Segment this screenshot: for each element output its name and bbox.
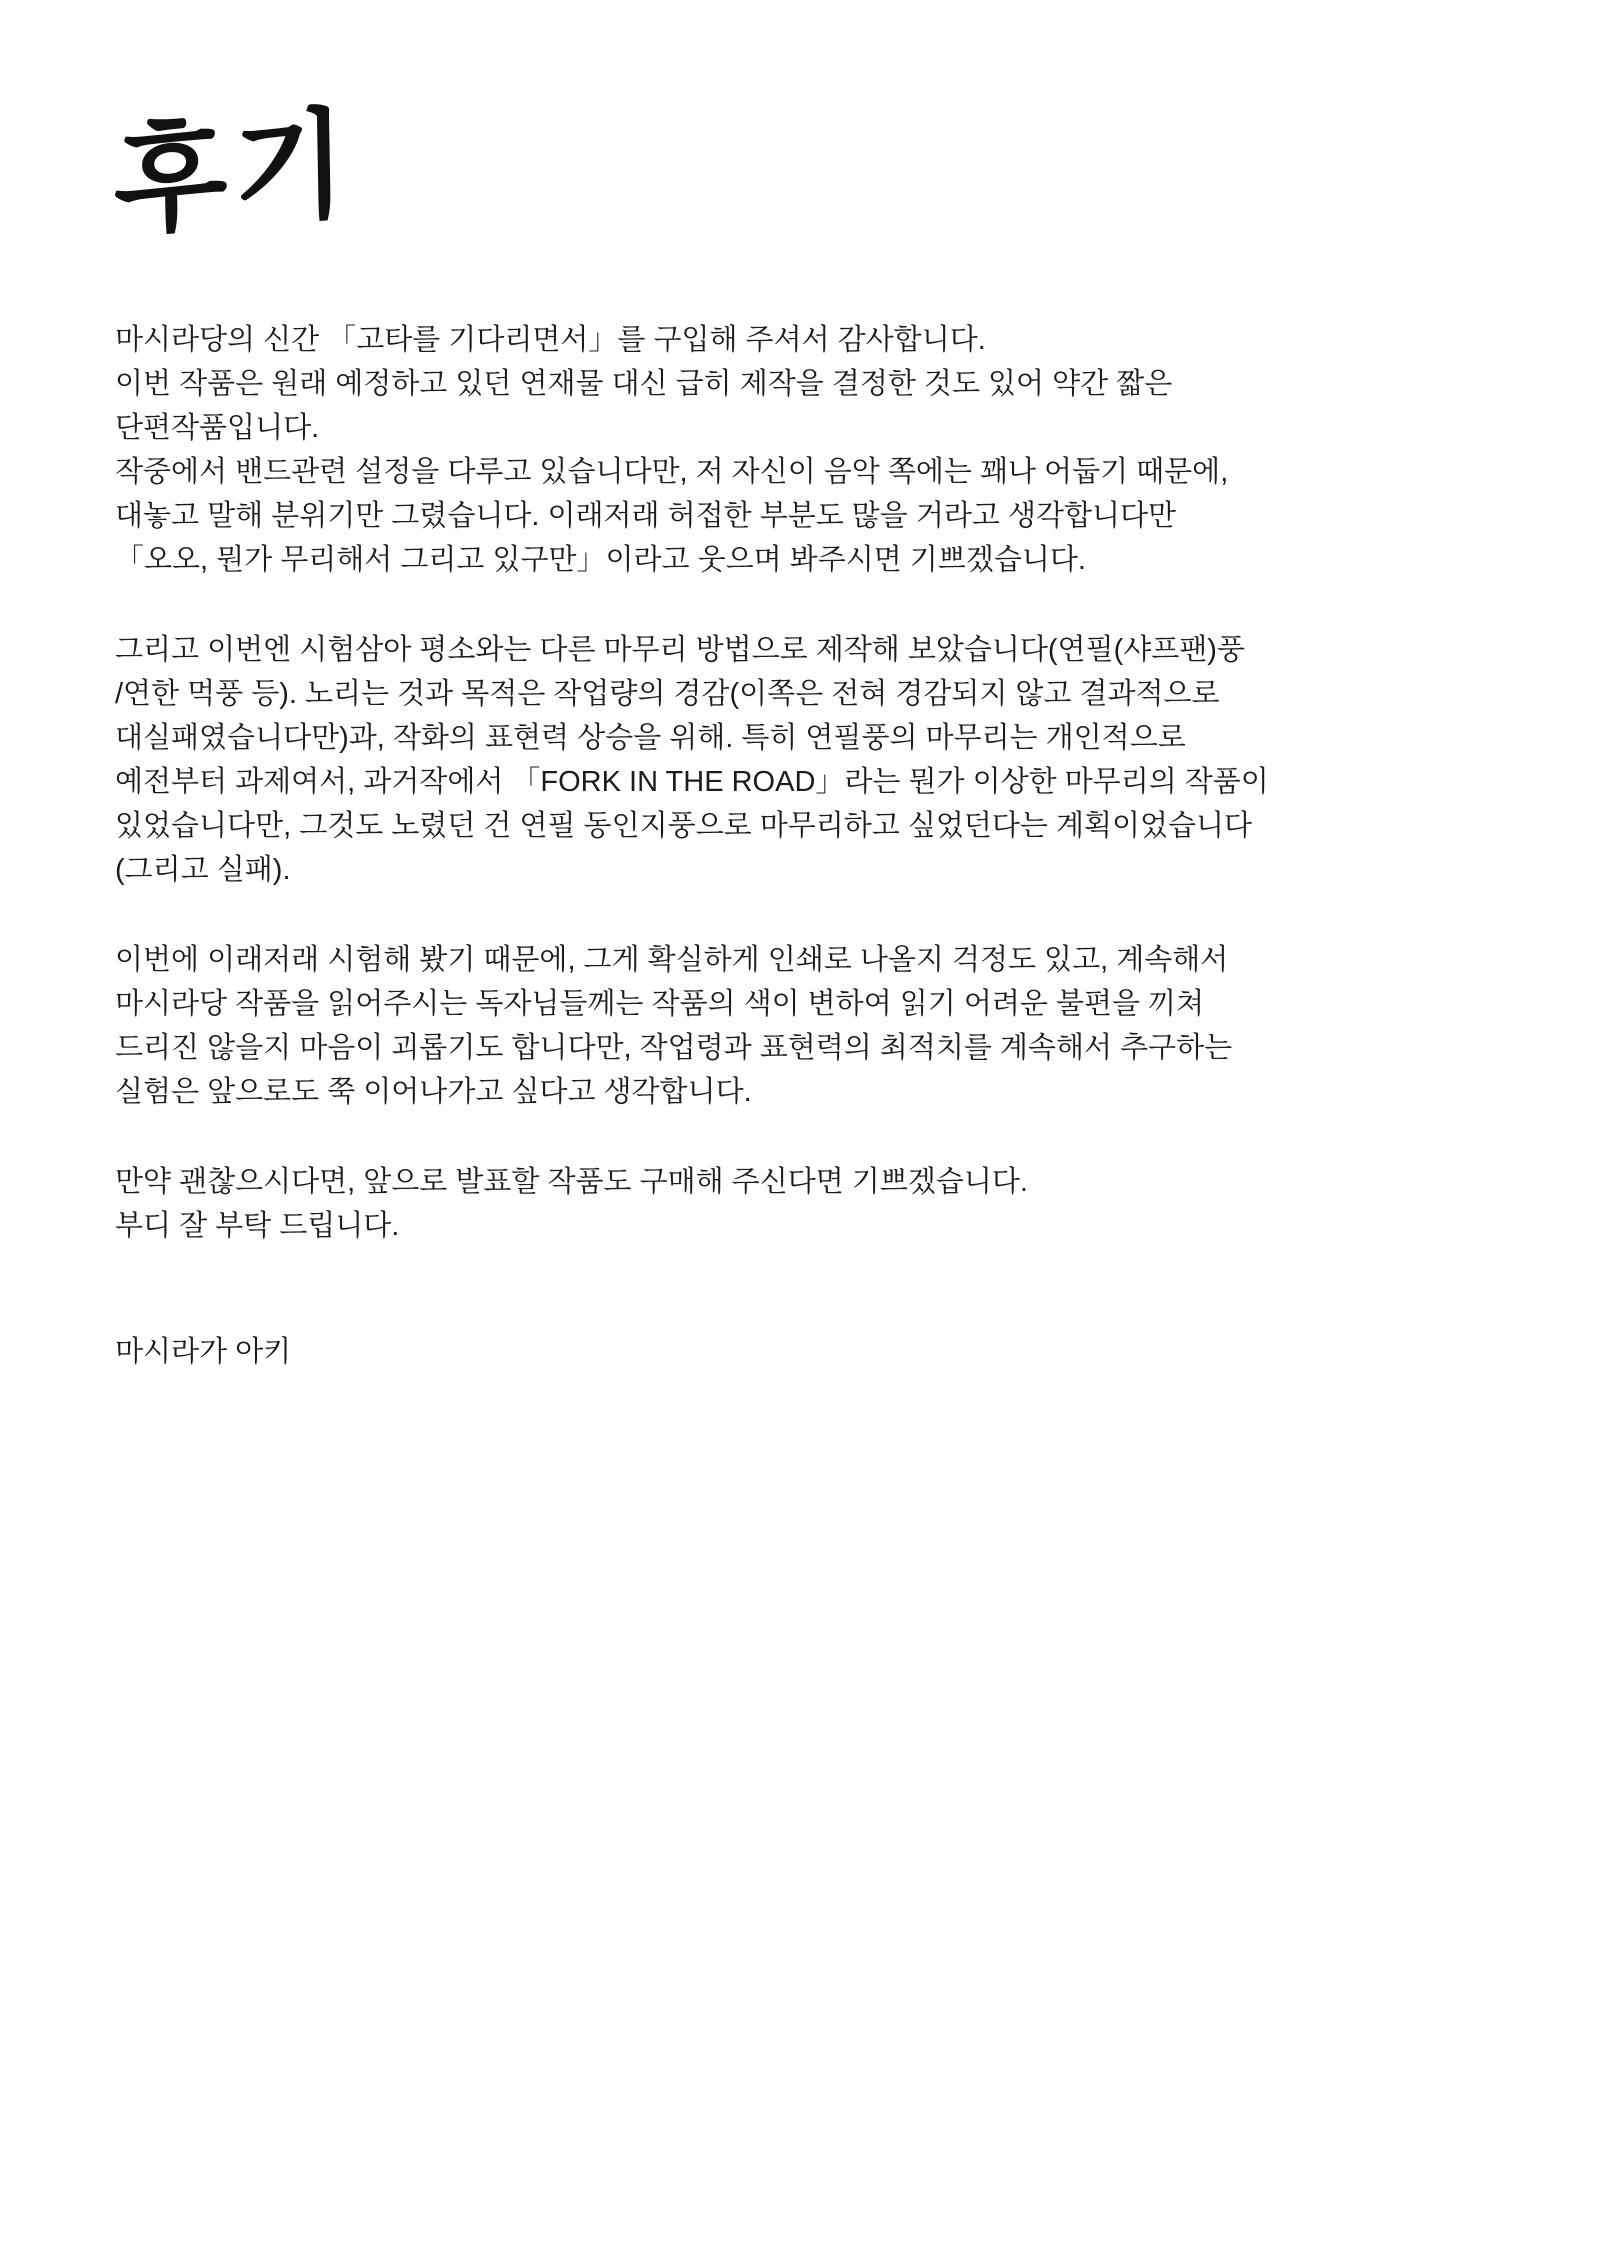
text-line: 이번에 이래저래 시험해 봤기 때문에, 그게 확실하게 인쇄로 나올지 걱정도 있고, 계속해서 [115,944,1229,976]
text-line: 드리진 않을지 마음이 괴롭기도 합니다만, 작업령과 표현력의 최적치를 계속해서 추구하는 [115,1032,1233,1064]
text-line: 있었습니다만, 그것도 노렸던 건 연필 동인지풍으로 마무리하고 싶었던다는 계획이었습니다 [115,810,1253,842]
page-title: 후기 [112,93,354,253]
text-line: 「오오, 뭔가 무리해서 그리고 있구만」이라고 웃으며 봐주시면 기쁘겠습니다. [115,544,1086,576]
text-line: (그리고 실패). [115,854,291,886]
text-line: 실험은 앞으로도 쭉 이어나가고 싶다고 생각합니다. [115,1076,752,1108]
text-line: 대실패였습니다만)과, 작화의 표현력 상승을 위해. 특히 연필풍의 마무리는 개인적으로 [115,722,1186,754]
paragraph-4 [115,1160,1225,1248]
afterword-body [115,318,1269,1374]
text-line: 부디 잘 부탁 드립니다. [115,1210,400,1242]
text-line: 예전부터 과제여서, 과거작에서 「FORK IN THE ROAD」라는 뭔가 이상한 마무리의 작품이 [115,766,1269,798]
author-signature: 마시라가 아키 [115,1336,292,1368]
paragraph-1 [115,318,1229,582]
paragraph-3 [115,938,1233,1114]
text-line: 마시라당 작품을 읽어주시는 독자님들께는 작품의 색이 변하여 읽기 어려운 불편을 끼쳐 [115,988,1205,1020]
text-line: 작중에서 밴드관련 설정을 다루고 있습니다만, 저 자신이 음악 쪽에는 꽤나 어둡기 때문에, [115,456,1229,488]
text-line: 이번 작품은 원래 예정하고 있던 연재물 대신 급히 제작을 결정한 것도 있어 약간 짧은 [115,368,1173,400]
text-line: 마시라당의 신간 「고타를 기다리면서」를 구입해 주셔서 감사합니다. [115,324,986,356]
text-line: 대놓고 말해 분위기만 그렸습니다. 이래저래 허접한 부분도 많을 거라고 생각합니다만 [115,500,1177,532]
text-line: 그리고 이번엔 시험삼아 평소와는 다른 마무리 방법으로 제작해 보았습니다(연필(샤프팬)풍 [115,634,1245,666]
text-line: /연한 먹풍 등). 노리는 것과 목적은 작업량의 경감(이쪽은 전혀 경감되지 않고 결과적으로 [115,678,1220,710]
paragraph-2 [115,628,1269,892]
text-line: 단편작품입니다. [115,412,320,444]
text-line: 만약 괜찮으시다면, 앞으로 발표할 작품도 구매해 주신다면 기쁘겠습니다. [115,1166,1028,1198]
